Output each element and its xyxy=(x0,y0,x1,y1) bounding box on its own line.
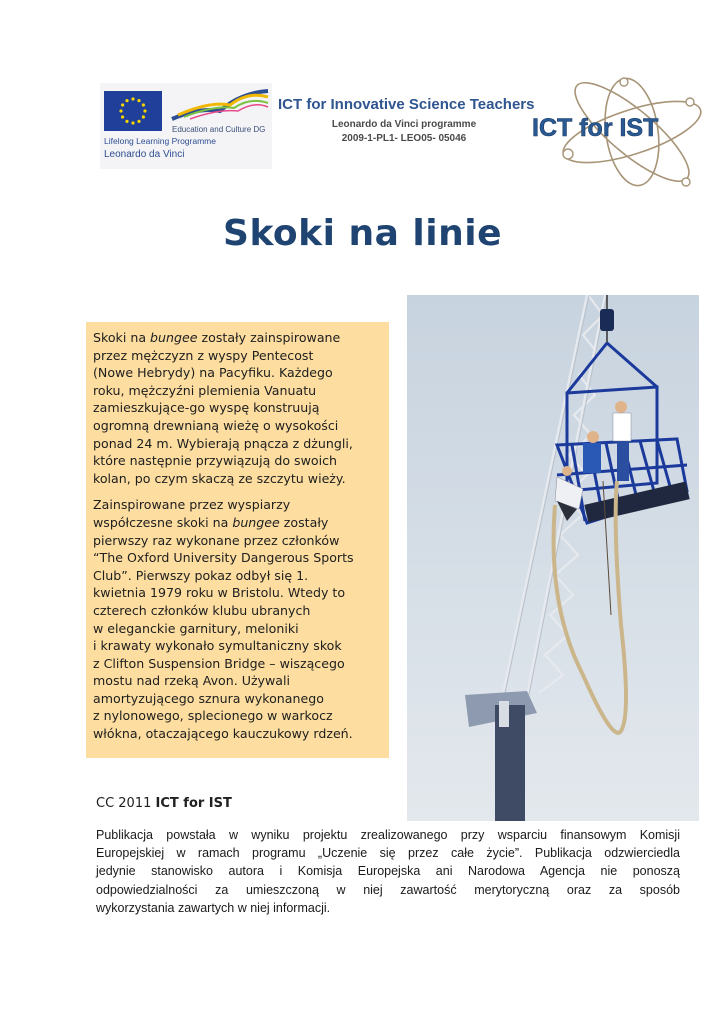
text-line: “The Oxford University Dangerous Sports xyxy=(93,550,354,566)
text-line: które następnie przywiązują do swoich xyxy=(93,453,337,469)
project-title: ICT for Innovative Science Teachers xyxy=(278,96,535,113)
text-line: z nylonowego, splecionego w warkocz xyxy=(93,708,333,724)
text-line: kwietnia 1979 roku w Bristolu. Wtedy to xyxy=(93,585,346,601)
leonardo-label: Leonardo da Vinci xyxy=(104,149,185,160)
text-line: przez mężczyzn z wyspy Pentecost xyxy=(93,347,314,363)
copyright-prefix: CC 2011 xyxy=(96,796,152,811)
text-line: ponad 24 m. Wybierają pnącza z dżungli, xyxy=(93,435,353,451)
paragraph-pentecost xyxy=(93,329,389,487)
disclaimer-line: wykorzystania zawartych w niej informacji. xyxy=(96,900,331,915)
text-line: pierwszy raz wykonane przez członków xyxy=(93,532,340,548)
ict-for-ist-logo xyxy=(528,74,708,192)
text-line: (Nowe Hebrydy) na Pacyfiku. Każdego xyxy=(93,365,333,381)
paragraph-oxford xyxy=(93,496,389,742)
text-line: roku, mężczyźni plemienia Vanuatu xyxy=(93,382,317,398)
text-line: zamieszkujące-go wyspę konstruują xyxy=(93,400,320,416)
text-line: z Clifton Suspension Bridge – wiszącego xyxy=(93,655,345,671)
lifelong-learning-label: Lifelong Learning Programme xyxy=(104,136,216,146)
disclaimer-line: odpowiedzialności za umieszczoną w niej zawartość merytoryczną oraz za sposób xyxy=(96,882,680,897)
text-line: amortyzującego sznura wykonanego xyxy=(93,690,324,706)
text-line: Skoki na bungee zostały zainspirowane xyxy=(93,330,341,345)
project-programme: Leonardo da Vinci programme xyxy=(331,119,477,130)
text-line: Club”. Pierwszy pokaz odbył się 1. xyxy=(93,567,309,583)
eu-flag-icon xyxy=(104,91,162,131)
education-culture-label: Education and Culture DG xyxy=(172,125,266,134)
text-line: kolan, po czym skaczą ze szczytu wieży. xyxy=(93,470,346,486)
disclaimer-line: Publikacja powstała w wyniku projektu zrealizowanego przy wsparciu finansowym Komisji xyxy=(96,828,680,842)
bungee-crane-photo xyxy=(407,295,699,821)
education-culture-swoosh-icon xyxy=(170,89,270,123)
text-line: ogromną drewnianą wieżę o wysokości xyxy=(93,417,339,433)
text-line: mostu nad rzeką Avon. Używali xyxy=(93,673,291,689)
text-line: współczesne skoki na bungee zostały xyxy=(93,514,329,530)
disclaimer xyxy=(96,826,680,917)
text-line: w eleganckie garnitury, meloniki xyxy=(93,620,299,636)
copyright-line xyxy=(96,796,232,811)
disclaimer-line: Europejskiej w ramach programu „Uczenie się przez całe życie”. Publikacja odzwierciedla xyxy=(96,846,680,861)
copyright-holder: ICT for IST xyxy=(155,796,232,811)
text-line: Zainspirowane przez wyspiarzy xyxy=(93,497,291,513)
disclaimer-line: jedynie stanowisko autora i Komisja Europejska ani Narodowa Agencja nie ponoszą xyxy=(96,864,680,879)
text-line: włókna, otaczającego kauczukowy rdzeń. xyxy=(93,726,353,742)
text-line: i krawaty wykonało symultaniczny skok xyxy=(93,638,342,654)
article-text-box xyxy=(86,322,389,758)
project-code: 2009-1-PL1- LEO05- 05046 xyxy=(341,133,467,144)
page-title: Skoki na linie xyxy=(223,213,502,254)
ict-for-ist-logo-text: ICT for IST xyxy=(532,114,659,142)
text-line: czterech członków klubu ubranych xyxy=(93,602,311,618)
eu-logos xyxy=(100,83,272,169)
